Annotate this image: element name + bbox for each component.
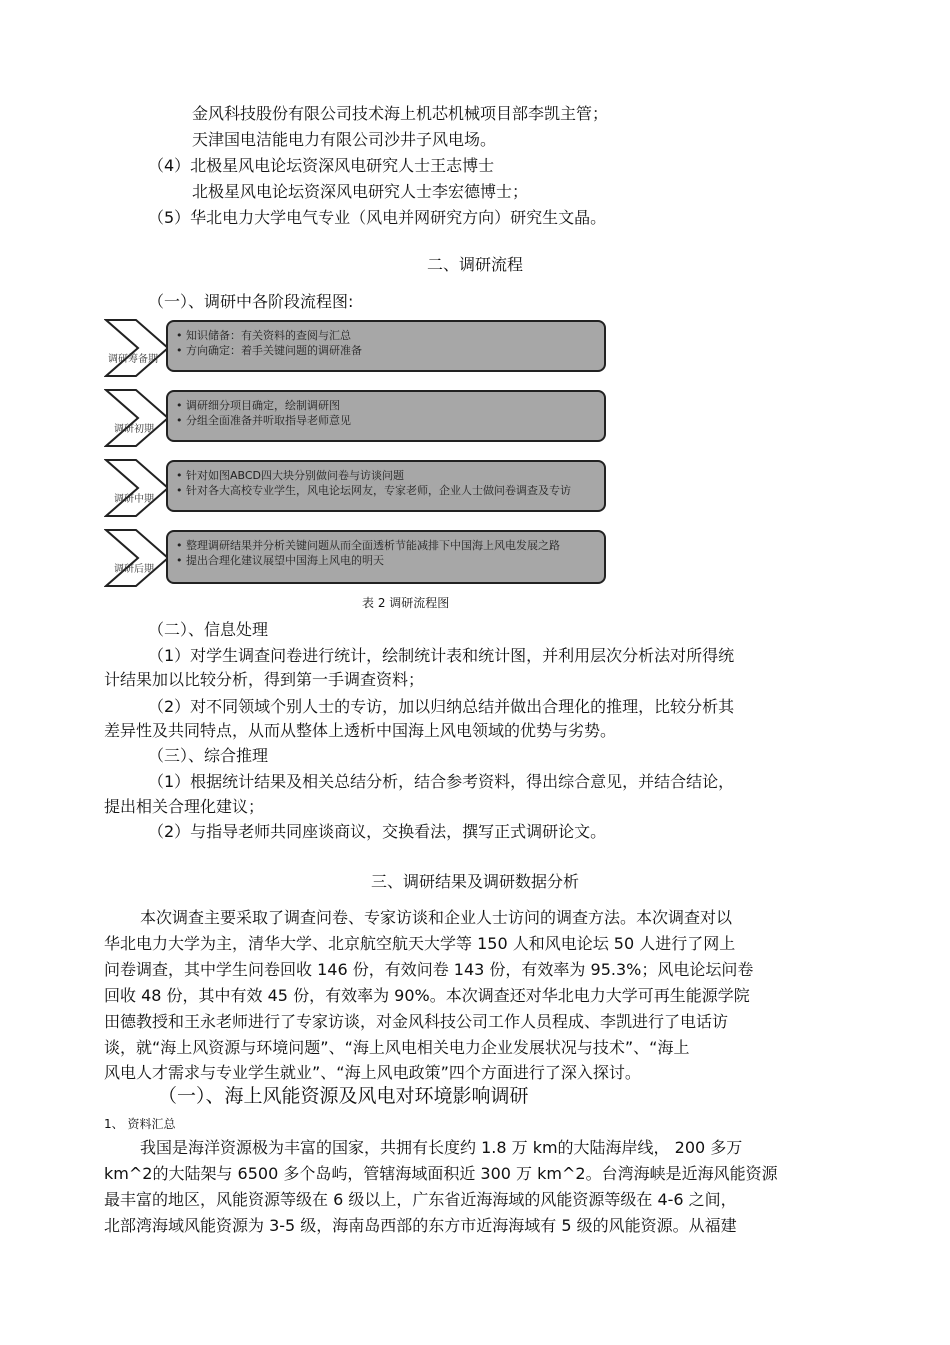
paragraph-line: 风电人才需求与专业学生就业”、“海上风电政策”四个方面进行了深入探讨。 xyxy=(104,1063,641,1082)
stage-bullet: • 方向确定：着手关键问题的调研准备 xyxy=(176,344,362,357)
list-line: 北极星风电论坛资深风电研究人士李宏德博士； xyxy=(192,182,529,201)
list-line: （4）北极星风电论坛资深风电研究人士王志博士 xyxy=(148,156,495,175)
list-line: 天津国电洁能电力有限公司沙井子风电场。 xyxy=(192,130,497,149)
section-title: 三、调研结果及调研数据分析 xyxy=(370,872,579,891)
paragraph-line: 最丰富的地区，风能资源等级在 6 级以上，广东省近海海域的风能资源等级在 4-6 之间， xyxy=(104,1190,737,1209)
paragraph-line: （2）对不同领域个别人士的专访，加以归纳总结并做出合理化的推理，比较分析其 xyxy=(148,697,735,716)
paragraph-line: 本次调查主要采取了调查问卷、专家访谈和企业人士访问的调查方法。本次调查对以 xyxy=(140,908,733,927)
paragraph-line: 问卷调查，其中学生问卷回收 146 份，有效问卷 143 份，有效率为 95.3%；风电论坛问卷 xyxy=(104,960,754,979)
paragraph-line: 回收 48 份，其中有效 45 份，有效率为 90%。本次调查还对华北电力大学可再生能源学院 xyxy=(104,986,750,1005)
stage-label: 调研中期 xyxy=(114,494,154,505)
paragraph-line: km^2的大陆架与 6500 多个岛屿，管辖海域面积近 300 万 km^2。台湾海峡是近海风能资源 xyxy=(104,1164,778,1183)
figure-caption: 表 2 调研流程图 xyxy=(362,596,450,610)
stage-label: 调研筹备期 xyxy=(108,354,158,365)
stage-bullet: • 针对如图ABCD四大块分别做问卷与访谈问题 xyxy=(176,469,405,482)
stage-box xyxy=(166,530,606,584)
paragraph-line: （1）根据统计结果及相关总结分析，结合参考资料，得出综合意见，并结合结论， xyxy=(148,772,735,791)
stage-box xyxy=(166,460,606,512)
stage-bullet: • 调研细分项目确定，绘制调研图 xyxy=(176,399,340,412)
list-line: 金风科技股份有限公司技术海上机芯机械项目部李凯主管； xyxy=(192,104,609,123)
stage-bullet: • 整理调研结果并分析关键问题从而全面透析节能减排下中国海上风电发展之路 xyxy=(176,539,560,552)
stage-box xyxy=(166,320,606,372)
item-title: 1、 资料汇总 xyxy=(104,1117,176,1131)
subsection-title: （一）、海上风能资源及风电对环境影响调研 xyxy=(158,1085,529,1107)
stage-bullet: • 分组全面准备并听取指导老师意见 xyxy=(176,414,351,427)
stage-label: 调研初期 xyxy=(114,424,154,435)
stage-box xyxy=(166,390,606,442)
process-flow-diagram xyxy=(104,318,610,612)
stage-bullet: • 针对各大高校专业学生，风电论坛网友，专家老师，企业人士做问卷调查及专访 xyxy=(176,484,571,497)
subsection-title: （三）、综合推理 xyxy=(148,746,269,765)
paragraph-line: 田德教授和王永老师进行了专家访谈，对金风科技公司工作人员程成、李凯进行了电话访 xyxy=(104,1012,729,1031)
stage-bullet: • 知识储备：有关资料的查阅与汇总 xyxy=(176,329,351,342)
paragraph-line: 计结果加以比较分析，得到第一手调查资料； xyxy=(104,670,425,689)
paragraph-line: 华北电力大学为主，清华大学、北京航空航天大学等 150 人和风电论坛 50 人进行了网上 xyxy=(104,934,736,953)
paragraph-line: 提出相关合理化建议； xyxy=(104,797,265,816)
subsection-title: （二）、信息处理 xyxy=(148,620,269,639)
paragraph-line: 北部湾海域风能资源为 3-5 级，海南岛西部的东方市近海海域有 5 级的风能资源。从福建 xyxy=(104,1216,737,1235)
paragraph-line: （1）对学生调查问卷进行统计，绘制统计表和统计图，并利用层次分析法对所得统 xyxy=(148,646,735,665)
paragraph-line: 我国是海洋资源极为丰富的国家，共拥有长度约 1.8 万 km的大陆海岸线， 200 多万 xyxy=(140,1138,743,1157)
stage-label: 调研后期 xyxy=(114,564,154,575)
subsection-title: （一）、调研中各阶段流程图: xyxy=(148,292,354,311)
stage-bullet: • 提出合理化建议展望中国海上风电的明天 xyxy=(176,554,384,567)
paragraph-line: 谈，就“海上风资源与环境问题”、“海上风电相关电力企业发展状况与技术”、“海上 xyxy=(104,1038,690,1057)
list-line: （5）华北电力大学电气专业（风电并网研究方向）研究生文晶。 xyxy=(148,208,607,227)
paragraph-line: 差异性及共同特点，从而从整体上透析中国海上风电领域的优势与劣势。 xyxy=(104,721,617,740)
section-title: 二、调研流程 xyxy=(426,255,523,274)
paragraph-line: （2）与指导老师共同座谈商议，交换看法，撰写正式调研论文。 xyxy=(148,822,607,841)
